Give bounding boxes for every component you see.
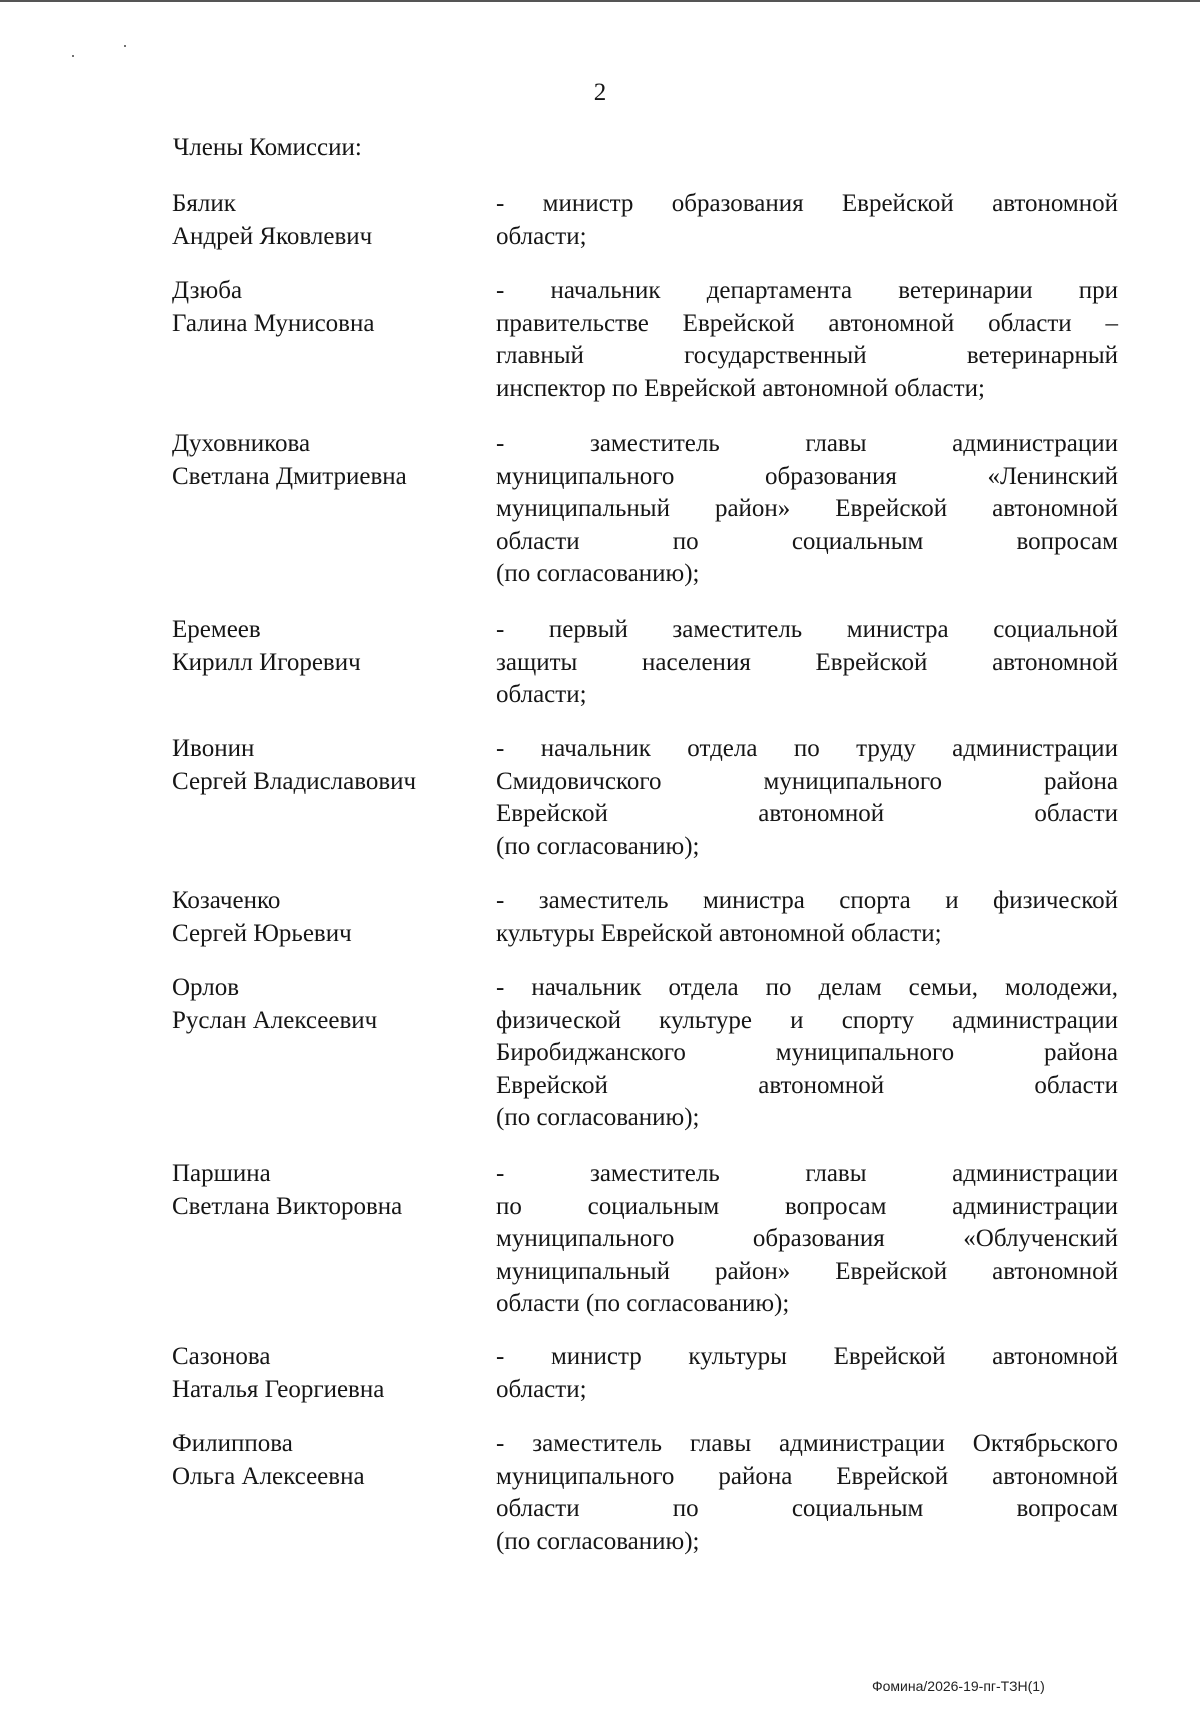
position-word: труду bbox=[856, 735, 916, 762]
member-given-names: Ольга Алексеевна bbox=[172, 1462, 365, 1490]
position-word: Еврейской bbox=[682, 309, 795, 337]
member-given-names: Светлана Дмитриевна bbox=[172, 462, 407, 490]
member-name bbox=[172, 428, 472, 493]
position-word: семьи, bbox=[908, 974, 979, 1001]
position-word: области bbox=[496, 1495, 580, 1522]
position-word: район» bbox=[714, 495, 791, 522]
position-line: (по согласованию); bbox=[496, 1104, 700, 1131]
member-surname: Козаченко bbox=[172, 887, 281, 914]
position-word: – bbox=[1105, 309, 1118, 337]
member-position bbox=[496, 1341, 1118, 1406]
position-line: области (по согласованию); bbox=[496, 1290, 790, 1317]
position-line bbox=[496, 1341, 1118, 1374]
position-line: инспектор по Еврейской автономной области; bbox=[496, 374, 985, 402]
position-word: образования bbox=[765, 462, 897, 490]
position-word: муниципального bbox=[763, 767, 942, 795]
position-line bbox=[496, 275, 1118, 308]
position-word: и bbox=[790, 1006, 804, 1034]
position-word: вопросам bbox=[784, 1192, 887, 1220]
scan-top-edge bbox=[0, 0, 1200, 2]
position-word: социальным bbox=[791, 527, 924, 555]
position-line bbox=[496, 1223, 1118, 1256]
position-word: «Ленинский bbox=[987, 462, 1118, 490]
position-word: культуры bbox=[688, 1343, 787, 1370]
position-word: по bbox=[793, 735, 820, 762]
position-line bbox=[496, 188, 1118, 221]
position-word: заместитель bbox=[538, 887, 669, 914]
section-heading: Члены Комиссии: bbox=[173, 134, 362, 161]
position-word: государственный bbox=[684, 342, 867, 369]
position-word: по bbox=[765, 974, 792, 1001]
member-surname: Бялик bbox=[172, 190, 236, 217]
position-word: населения bbox=[642, 648, 751, 676]
position-word: муниципальный bbox=[496, 1257, 670, 1285]
position-word: «Облученский bbox=[963, 1225, 1118, 1252]
position-word: администрации bbox=[952, 1192, 1118, 1220]
document-code: Фомина/2026-19-пг-ТЗН(1) bbox=[872, 1678, 1045, 1694]
position-line bbox=[496, 733, 1118, 766]
position-word: защиты bbox=[496, 648, 578, 676]
position-word: автономной bbox=[992, 190, 1118, 217]
scan-speck bbox=[124, 45, 126, 47]
position-word: муниципального bbox=[496, 1225, 675, 1252]
member-given-names: Галина Мунисовна bbox=[172, 309, 375, 337]
position-word: ветеринарный bbox=[966, 342, 1118, 369]
position-line: области; bbox=[496, 222, 587, 250]
position-word: области bbox=[496, 527, 580, 555]
position-word: Еврейской bbox=[833, 1343, 946, 1370]
position-word: главы bbox=[689, 1430, 752, 1457]
member-surname: Сазонова bbox=[172, 1343, 271, 1370]
position-word: муниципального bbox=[775, 1039, 955, 1066]
member-position bbox=[496, 275, 1118, 405]
position-word: по bbox=[496, 1192, 522, 1220]
member-given-names: Светлана Викторовна bbox=[172, 1192, 403, 1220]
position-word: физической bbox=[993, 887, 1118, 914]
position-word: области bbox=[988, 309, 1072, 337]
position-word: вопросам bbox=[1016, 527, 1118, 555]
position-word: вопросам bbox=[1016, 1495, 1118, 1522]
member-given-names: Андрей Яковлевич bbox=[172, 222, 373, 250]
member-position bbox=[496, 188, 1118, 253]
position-word: автономной bbox=[758, 1071, 885, 1099]
position-word: образования bbox=[671, 190, 804, 217]
position-word: главы bbox=[805, 430, 867, 457]
position-line bbox=[496, 1037, 1118, 1070]
position-word: - bbox=[496, 974, 505, 1001]
position-word: - bbox=[496, 1430, 505, 1457]
position-line bbox=[496, 428, 1118, 461]
member-name bbox=[172, 1341, 472, 1406]
position-line bbox=[496, 766, 1118, 799]
position-line bbox=[496, 972, 1118, 1005]
member-surname: Ивонин bbox=[172, 735, 255, 762]
position-word: главы bbox=[805, 1160, 867, 1187]
member-name bbox=[172, 1158, 472, 1223]
member-given-names: Сергей Владиславович bbox=[172, 767, 417, 795]
position-word: департамента bbox=[706, 277, 853, 304]
position-word: администрации bbox=[952, 1006, 1118, 1034]
position-word: образования bbox=[752, 1225, 885, 1252]
position-word: области bbox=[1034, 1071, 1118, 1099]
member-name bbox=[172, 614, 472, 679]
member-name bbox=[172, 275, 472, 340]
member-surname: Филиппова bbox=[172, 1430, 293, 1457]
position-word: отдела bbox=[687, 735, 758, 762]
position-word: администрации bbox=[952, 430, 1118, 457]
position-line bbox=[496, 1191, 1118, 1224]
position-line: области; bbox=[496, 1375, 587, 1403]
position-line bbox=[496, 1158, 1118, 1191]
member-position bbox=[496, 1428, 1118, 1558]
position-word: - bbox=[496, 1343, 505, 1370]
position-word: - bbox=[496, 887, 505, 914]
member-position bbox=[496, 972, 1118, 1135]
member-position bbox=[496, 428, 1118, 591]
member-given-names: Наталья Георгиевна bbox=[172, 1375, 385, 1403]
position-word: администрации bbox=[952, 1160, 1118, 1187]
member-surname: Орлов bbox=[172, 974, 240, 1001]
position-word: район» bbox=[714, 1257, 791, 1285]
position-word: начальник bbox=[531, 974, 642, 1001]
position-word: министра bbox=[702, 887, 805, 914]
member-name bbox=[172, 733, 472, 798]
member-position bbox=[496, 614, 1118, 712]
position-word: министр bbox=[542, 190, 634, 217]
position-line bbox=[496, 340, 1118, 373]
position-line bbox=[496, 461, 1118, 494]
position-line: области; bbox=[496, 681, 587, 708]
member-surname: Дзюба bbox=[172, 277, 243, 304]
member-surname: Духовникова bbox=[172, 430, 311, 457]
position-line bbox=[496, 493, 1118, 526]
position-line bbox=[496, 1256, 1118, 1289]
position-word: автономной bbox=[992, 1343, 1118, 1370]
position-word: автономной bbox=[992, 1257, 1118, 1285]
position-line bbox=[496, 798, 1118, 831]
position-word: района bbox=[1044, 1039, 1118, 1066]
position-word: заместитель bbox=[532, 1430, 663, 1457]
member-name bbox=[172, 1428, 472, 1493]
position-word: муниципального bbox=[496, 462, 675, 490]
position-word: автономной bbox=[758, 800, 885, 827]
position-word: первый bbox=[548, 616, 628, 643]
position-word: Биробиджанского bbox=[496, 1039, 686, 1066]
position-word: - bbox=[496, 1160, 505, 1187]
position-word: - bbox=[496, 277, 505, 304]
position-word: социальным bbox=[587, 1192, 720, 1220]
position-word: и bbox=[945, 887, 959, 914]
position-word: спорта bbox=[839, 887, 911, 914]
member-surname: Паршина bbox=[172, 1160, 271, 1187]
position-line bbox=[496, 885, 1118, 918]
position-word: начальник bbox=[540, 735, 651, 762]
position-word: автономной bbox=[992, 648, 1118, 676]
position-word: заместитель bbox=[589, 430, 720, 457]
position-word: министра bbox=[846, 616, 949, 643]
position-word: - bbox=[496, 190, 505, 217]
position-word: Еврейской bbox=[836, 1462, 949, 1490]
position-word: при bbox=[1078, 277, 1118, 304]
position-line bbox=[496, 614, 1118, 647]
position-word: отдела bbox=[668, 974, 739, 1001]
position-word: заместитель bbox=[589, 1160, 720, 1187]
position-line bbox=[496, 526, 1118, 559]
position-word: социальной bbox=[993, 616, 1118, 643]
position-word: делам bbox=[818, 974, 882, 1001]
position-word: физической bbox=[496, 1006, 621, 1034]
member-position bbox=[496, 1158, 1118, 1321]
position-word: молодежи, bbox=[1005, 974, 1118, 1001]
position-line: культуры Еврейской автономной области; bbox=[496, 919, 942, 947]
position-line bbox=[496, 1005, 1118, 1038]
position-line: (по согласованию); bbox=[496, 1527, 700, 1555]
position-word: муниципальный bbox=[496, 495, 670, 522]
member-surname: Еремеев bbox=[172, 616, 261, 643]
position-word: социальным bbox=[791, 1495, 924, 1522]
position-line: (по согласованию); bbox=[496, 832, 700, 860]
position-line bbox=[496, 1070, 1118, 1103]
position-word: автономной bbox=[992, 1462, 1118, 1490]
position-word: культуре bbox=[659, 1006, 752, 1034]
position-word: начальник bbox=[550, 277, 661, 304]
scan-speck bbox=[72, 55, 74, 57]
position-word: Еврейской bbox=[496, 800, 608, 827]
position-line bbox=[496, 647, 1118, 680]
position-word: района bbox=[718, 1462, 793, 1490]
position-word: Еврейской bbox=[835, 1257, 948, 1285]
position-word: - bbox=[496, 430, 505, 457]
position-word: ветеринарии bbox=[898, 277, 1033, 304]
position-word: - bbox=[496, 735, 505, 762]
position-word: по bbox=[672, 527, 699, 555]
page-number: 2 bbox=[593, 79, 607, 106]
position-word: автономной bbox=[828, 309, 955, 337]
position-word: Еврейской bbox=[815, 648, 928, 676]
position-word: министр bbox=[550, 1343, 642, 1370]
position-word: Смидовичского bbox=[496, 767, 662, 795]
member-given-names: Руслан Алексеевич bbox=[172, 1006, 378, 1034]
position-word: автономной bbox=[992, 495, 1118, 522]
member-name bbox=[172, 885, 472, 950]
member-given-names: Сергей Юрьевич bbox=[172, 919, 352, 947]
position-word: по bbox=[672, 1495, 699, 1522]
position-word: правительстве bbox=[496, 309, 649, 337]
position-word: района bbox=[1044, 767, 1118, 795]
position-word: заместитель bbox=[672, 616, 803, 643]
position-word: - bbox=[496, 616, 505, 643]
member-given-names: Кирилл Игоревич bbox=[172, 648, 361, 676]
member-name bbox=[172, 972, 472, 1037]
position-word: Еврейской bbox=[496, 1071, 608, 1099]
position-line: (по согласованию); bbox=[496, 560, 700, 587]
position-word: спорту bbox=[841, 1006, 914, 1034]
position-line bbox=[496, 1428, 1118, 1461]
member-position bbox=[496, 885, 1118, 950]
position-word: муниципального bbox=[496, 1462, 675, 1490]
member-name bbox=[172, 188, 472, 253]
position-line bbox=[496, 1493, 1118, 1526]
position-word: области bbox=[1034, 800, 1118, 827]
position-line bbox=[496, 308, 1118, 341]
position-word: Еврейской bbox=[835, 495, 948, 522]
position-word: администрации bbox=[779, 1430, 945, 1457]
position-line bbox=[496, 1461, 1118, 1494]
position-word: главный bbox=[496, 342, 584, 369]
member-position bbox=[496, 733, 1118, 863]
position-word: Еврейской bbox=[841, 190, 954, 217]
position-word: администрации bbox=[952, 735, 1118, 762]
position-word: Октябрьского bbox=[972, 1430, 1118, 1457]
